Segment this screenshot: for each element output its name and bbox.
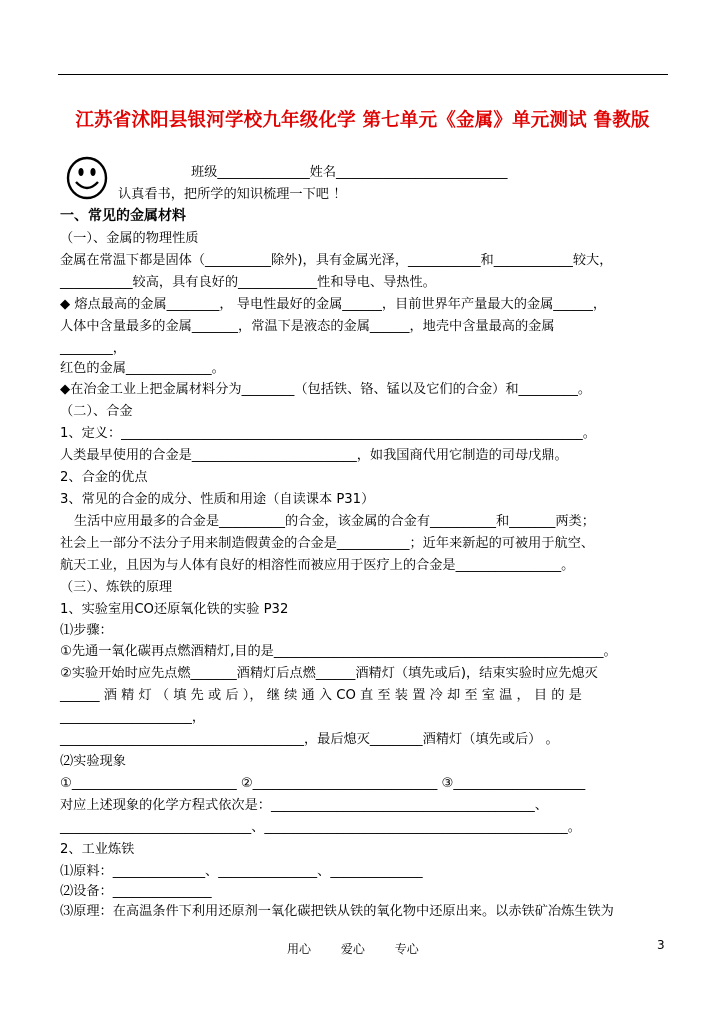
text-line: ◆ 熔点最高的金属________， 导电性最好的金属______，目前世界年产量最大的金属______，	[60, 297, 607, 312]
footer-motto	[287, 940, 445, 957]
text-line: 3、常见的合金的成分、性质和用途（自读课本 P31）	[60, 492, 375, 507]
footer-item: 用心	[287, 942, 312, 956]
text-line: 航天工业，且因为与人体有良好的相溶性而被应用于医疗上的合金是________________。	[60, 558, 575, 573]
footer-item: 专心	[394, 942, 419, 956]
text-line: 金属在常温下都是固体（__________除外)，具有金属光泽，___________和____________较大，	[60, 253, 613, 268]
text-line: ②实验开始时应先点燃_______酒精灯后点燃______酒精灯（填先或后)，结束实验时应先熄灭	[60, 666, 598, 681]
footer-item: 爱心	[340, 942, 365, 956]
section-heading: 一、常见的金属材料	[60, 208, 186, 224]
text-line: ______ 酒 精 灯 （ 填 先 或 后 ）， 继 续 通 入 CO 直 至 装 置 冷 却 至 室 温 ， 目 的 是	[60, 688, 582, 703]
text-line: ____________________，	[60, 710, 206, 725]
text-line: ⑴步骤：	[60, 623, 113, 638]
text-line: ___________较高，具有良好的____________性和导电、导热性。	[60, 275, 436, 290]
page-title: 江苏省沭阳县银河学校九年级化学 第七单元《金属》单元测试 鲁教版	[75, 110, 650, 131]
subsection-heading: （二）、合金	[60, 404, 133, 419]
text-line: _____________________________、______________________________________________。	[60, 820, 581, 835]
text-line: ⑵实验现象	[60, 754, 126, 769]
text-line: ①_________________________ ②____________________________ ③____________________	[60, 776, 586, 791]
text-line: 红色的金属_____________。	[60, 361, 225, 376]
text-line: 社会上一部分不法分子用来制造假黄金的合金是___________；近年来新起的可被用于航空、	[60, 536, 595, 551]
text-line: ①先通一氧化碳再点燃酒精灯,目的是__________________________________________________。	[60, 644, 617, 659]
text-line: 2、合金的优点	[60, 470, 148, 485]
text-line: ________，	[60, 341, 126, 356]
text-line: 对应上述现象的化学方程式依次是：________________________________________、	[60, 798, 548, 813]
subsection-heading: （一）、金属的物理性质	[60, 231, 199, 246]
page-number: 3	[657, 938, 665, 952]
text-line: ⑵设备：_______________	[60, 884, 212, 899]
header-rule	[58, 74, 668, 75]
text-line: _____________________________________，最后熄灭________酒精灯（填先或后） 。	[60, 732, 559, 747]
text-line: 1、定义：______________________________________________________________________。	[60, 426, 596, 441]
text-line: ⑴原料：______________、_______________、______________	[60, 864, 423, 879]
text-line: 人类最早使用的合金是_________________________，如我国商代用它制造的司母戊鼎。	[60, 448, 568, 463]
text-line: ⑶原理：在高温条件下利用还原剂一氧化碳把铁从铁的氧化物中还原出来。以赤铁矿冶炼生铁为	[60, 904, 614, 919]
text-line: 2、工业炼铁	[60, 842, 135, 857]
text-line: 生活中应用最多的合金是__________的合金，该金属的合金有__________和_______两类；	[74, 514, 595, 529]
text-line: ◆在冶金工业上把金属材料分为________（包括铁、铬、锰以及它们的合金）和_________。	[60, 382, 592, 397]
subsection-heading: （三）、炼铁的原理	[60, 580, 173, 595]
intro-text: 认真看书，把所学的知识梳理一下吧 ！	[118, 187, 347, 202]
class-name-line: 班级______________姓名__________________________	[191, 165, 508, 180]
text-line: 1、实验室用CO还原氧化铁的实验 P32	[60, 602, 289, 617]
smiley-icon	[66, 156, 108, 200]
text-line: 人体中含量最多的金属_______，常温下是液态的金属______，地壳中含量最高的金属	[60, 319, 555, 334]
